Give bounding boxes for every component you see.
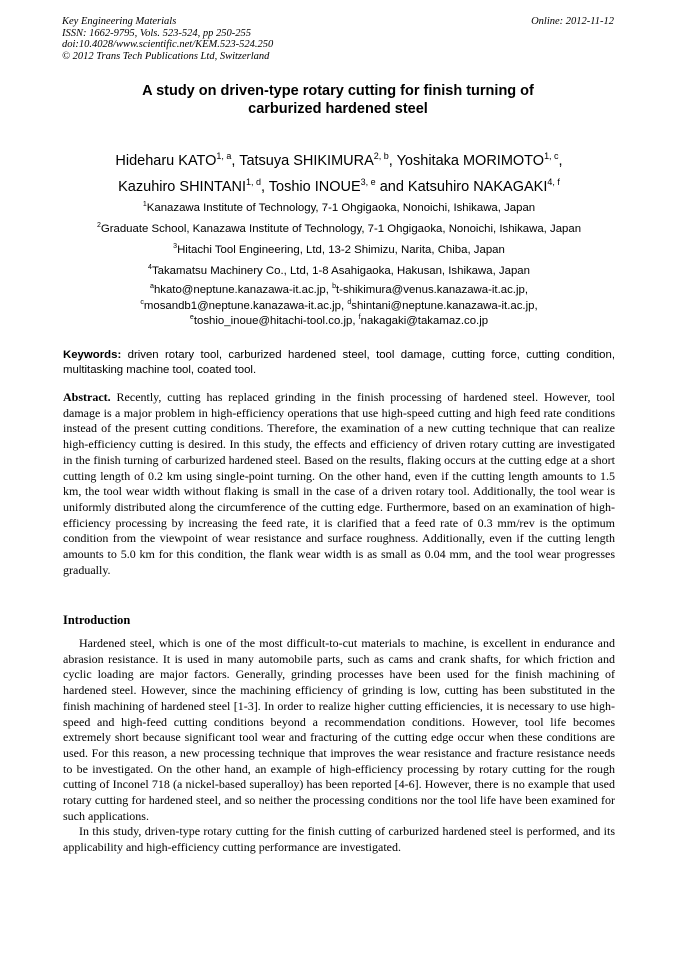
author-affiliation-mark: 3, e: [360, 177, 376, 188]
author-name: Yoshitaka MORIMOTO: [396, 153, 545, 169]
email-line: [40, 299, 638, 315]
author-name: Kazuhiro SHINTANI: [118, 179, 246, 195]
journal-copyright: © 2012 Trans Tech Publications Ltd, Switzerland: [62, 50, 270, 62]
abstract-section: [63, 390, 615, 578]
introduction-heading: Introduction: [63, 613, 131, 627]
journal-header: [62, 16, 462, 62]
author-line: [40, 174, 638, 200]
author-separator: and: [375, 179, 408, 195]
email-key: c: [140, 298, 144, 306]
affiliation-text: Kanazawa Institute of Technology, 7-1 Ohgigaoka, Nonoichi, Ishikawa, Japan: [146, 202, 536, 214]
affiliation: [40, 242, 638, 263]
email-address[interactable]: toshio_inoue@hitachi-tool.co.jp: [193, 315, 353, 327]
affiliation-number: 2: [96, 222, 101, 230]
author-affiliation-mark: 1, a: [216, 151, 232, 162]
affiliation-number: 4: [148, 264, 152, 272]
author-name: Toshio INOUE: [268, 179, 361, 195]
keywords-section: [63, 348, 615, 377]
email-separator: ,: [325, 284, 333, 296]
author-separator: ,: [231, 153, 240, 169]
affiliation-number: 1: [142, 201, 147, 209]
email-separator: ,: [534, 299, 538, 312]
affiliation-number: 3: [173, 243, 178, 251]
affiliation-text: Hitachi Tool Engineering, Ltd, 13-2 Shimizu, Narita, Chiba, Japan: [177, 244, 505, 256]
affiliation-text: Graduate School, Kanazawa Institute of Technology, 7-1 Ohgigaoka, Nonoichi, Ishikawa, Japan: [100, 223, 582, 235]
keywords-label: Keywords:: [63, 349, 122, 361]
email-list: [40, 283, 638, 330]
affiliation-list: [40, 200, 638, 284]
author-affiliation-mark: 1, d: [246, 177, 261, 188]
affiliation-text: Takamatsu Machinery Co., Ltd, 1-8 Asahigaoka, Hakusan, Ishikawa, Japan: [151, 265, 530, 277]
journal-doi: doi:10.4028/www.scientific.net/KEM.523-524.250: [62, 39, 274, 51]
author-name: Hideharu KATO: [115, 153, 217, 169]
journal-issn: ISSN: 1662-9795, Vols. 523-524, pp 250-255: [62, 27, 251, 39]
email-address[interactable]: nakagaki@takamaz.co.jp: [360, 315, 489, 327]
author-line: [40, 148, 638, 174]
affiliation: [40, 200, 638, 221]
email-key: b: [332, 283, 336, 291]
author-separator: ,: [388, 153, 397, 169]
affiliation: [40, 263, 638, 284]
author-name: Tatsuya SHIKIMURA: [239, 153, 374, 169]
author-name: Katsuhiro NAKAGAKI: [407, 179, 548, 195]
author-affiliation-mark: 1, c: [544, 151, 559, 162]
email-separator: ,: [524, 284, 528, 296]
email-address[interactable]: hkato@neptune.kanazawa-it.ac.jp: [153, 284, 326, 296]
abstract-text: Recently, cutting has replaced grinding in the finish processing of hardened steel. However, tool damage is a major problem in high-efficiency operations that use high-speed cutting and high feed rate conditions instead of the present cutting conditions. Therefore, the examination of a new cutting technique that can realize high-efficiency cutting is desired. In this study, the effects and efficiency of driven rotary cutting are investigated in the finish turning of carburized hardened steel. Based on the results, flaking occurs at the cutting edge at a short cutting length of 0.2 km using single-point turning. On the other hand, even if the cutting length amounts to 1.5 km, the tool wear width without flaking is small in the case of a driven rotary tool. Additionally, the tool wear is uniformly distributed along the circumference of the cutting edge. Furthermore, based on an examination of high-efficiency processing by increasing the feed rate, it is clarified that a feed rate of 0.3 mm/rev is the optimum condition from the viewpoint of wear resistance and surface roughness. Additionally, even if the cutting length amounts to 5.0 km for this condition, the flank wear width is as small as 0.04 mm, and the tool wear progresses gradually.: [63, 390, 616, 577]
email-line: [40, 314, 638, 330]
email-address[interactable]: shintani@neptune.kanazawa-it.ac.jp: [351, 299, 535, 312]
abstract-label: Abstract.: [63, 390, 111, 404]
online-date: Online: 2012-11-12: [531, 16, 614, 27]
email-key: e: [189, 314, 194, 322]
email-separator: ,: [352, 315, 359, 327]
author-list: [40, 148, 638, 200]
email-key: a: [150, 283, 154, 291]
email-line: [40, 283, 638, 299]
introduction-paragraph: Hardened steel, which is one of the most difficult-to-cut materials to machine, is excellent in endurance and abrasion resistance. It is used in many automobile parts, such as cams and crank shafts, for which friction and cyclic loading are major factors. Generally, grinding processes have been used for the finish machining of hardened steel. However, since the machining efficiency of grinding is low, cutting has been substituted in the finish machining of hardened steel [1-3]. In order to realize higher cutting efficiencies, it is necessary to use high-speed and high-feed cutting conditions beyond a recommendation conditions. However, tool life becomes extremely short because significant tool wear and fracturing of the cutting edge occur when these conditions are used. For this reason, a new processing technique that improves the wear resistance and fracture resistance needs to be investigated. On the other hand, an example of high-efficiency processing by rotary cutting for the rough cutting of Inconel 718 (a nickel-based superalloy) has been reported [4-6]. However, there is no example that used rotary cutting for hardened steel, and so neither the processing conditions nor the tool life have been examined for such applications.: [63, 636, 615, 823]
email-key: d: [347, 298, 352, 306]
introduction-body: [63, 636, 615, 856]
introduction-paragraph: In this study, driven-type rotary cutting for the finish cutting of carburized hardened steel is performed, and its applicability and high-efficiency cutting performance are investigated.: [63, 824, 615, 855]
author-affiliation-mark: 4, f: [547, 177, 560, 188]
affiliation: [40, 221, 638, 242]
author-affiliation-mark: 2, b: [373, 151, 389, 162]
email-address[interactable]: mosandb1@neptune.kanazawa-it.ac.jp: [143, 299, 342, 312]
journal-name: Key Engineering Materials: [62, 16, 177, 27]
author-separator: ,: [261, 179, 269, 195]
paper-title: [62, 82, 614, 118]
paper-title-line: carburized hardened steel: [248, 101, 428, 117]
paper-title-line: A study on driven-type rotary cutting for finish turning of: [142, 83, 534, 99]
author-separator: ,: [558, 153, 563, 169]
keywords-text: driven rotary tool, carburized hardened steel, tool damage, cutting force, cutting condition, multitasking machine tool, coated tool.: [63, 349, 615, 376]
email-key: f: [358, 314, 361, 322]
email-address[interactable]: t-shikimura@venus.kanazawa-it.ac.jp: [335, 284, 525, 296]
email-separator: ,: [341, 299, 348, 312]
